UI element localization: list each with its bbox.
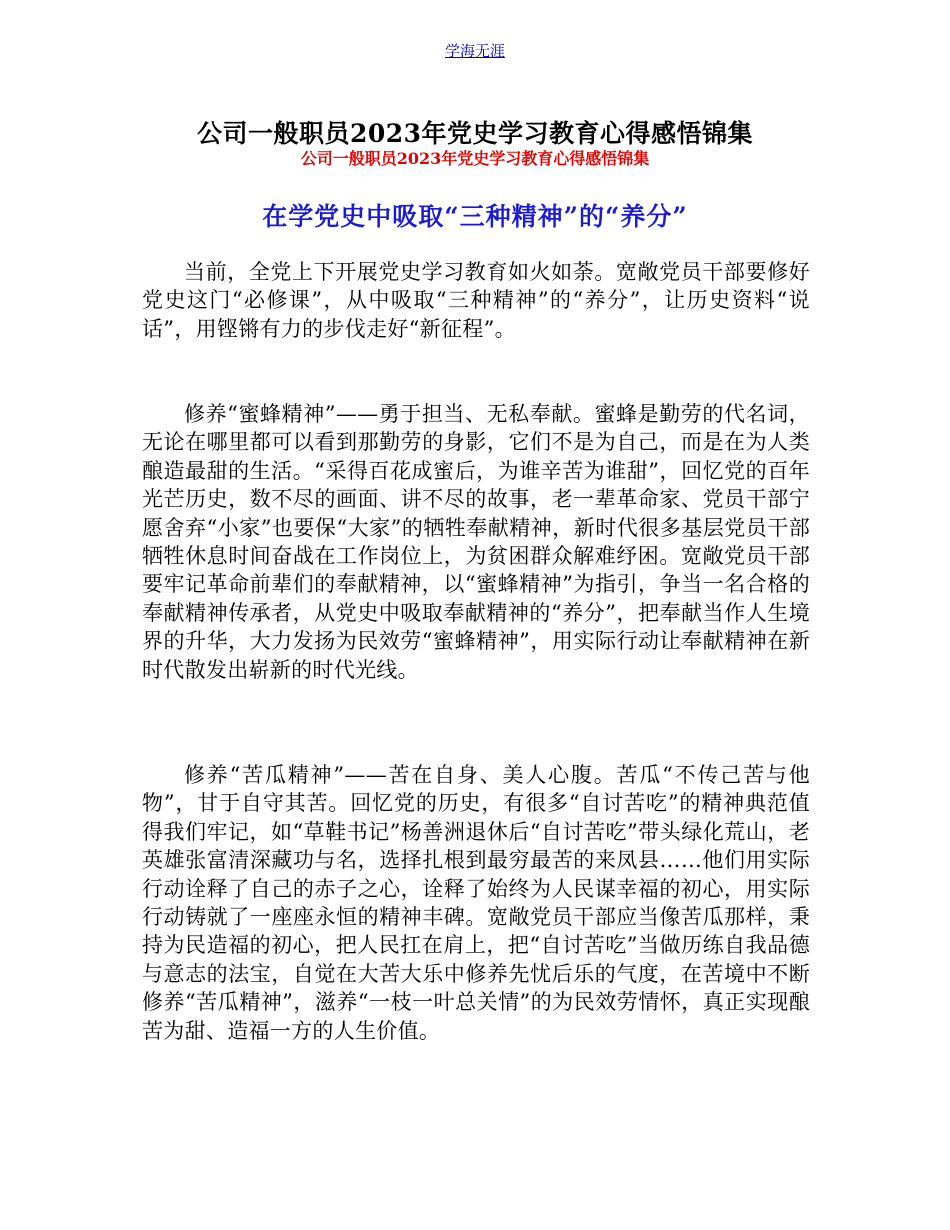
header-link[interactable]: 学海无涯 xyxy=(444,42,505,60)
section-title: 在学党史中吸取“三种精神”的“养分” xyxy=(262,202,688,231)
document-subtitle: 公司一般职员2023年党史学习教育心得感悟锦集 xyxy=(300,149,650,168)
paragraph-intro: 当前，全党上下开展党史学习教育如火如荼。宽敞党员干部要修好党史这门“必修课”，从中吸取“三种精神”的“养分”，让历史资料“说话”，用铿锵有力的步伐走好“新征程”。 xyxy=(142,260,810,341)
document-title: 公司一般职员2023年党史学习教育心得感悟锦集 xyxy=(196,119,754,148)
paragraph-bitter-melon-spirit: 修养“苦瓜精神”——苦在自身、美人心腹。苦瓜“不传己苦与他物”，甘于自守其苦。回忆党的历史，有很多“自讨苦吃”的精神典范值得我们牢记，如“草鞋书记”杨善洲退休后“自讨苦吃”带头绿化荒山，老英雄张富清深藏功与名，选择扎根到最穷最苦的来凤县……他们用实际行动诠释了自己的赤子之心，诠释了始终为人民谋幸福的初心，用实际行动铸就了一座座永恒的精神丰碑。宽敞党员干部应当像苦瓜那样，秉持为民造福的初心，把人民扛在肩上，把“自讨苦吃”当做历练自我品德与意志的法宝，自觉在大苦大乐中修养先忧后乐的气度，在苦境中不断修养“苦瓜精神”，滋养“一枝一叶总关情”的为民效劳情怀，真正实现酿苦为甜、造福一方的人生价值。 xyxy=(142,763,810,1043)
paragraph-bee-spirit: 修养“蜜蜂精神”——勇于担当、无私奉献。蜜蜂是勤劳的代名词，无论在哪里都可以看到那勤劳的身影，它们不是为自己，而是在为人类酿造最甜的生活。“采得百花成蜜后，为谁辛苦为谁甜”，回忆党的百年光芒历史，数不尽的画面、讲不尽的故事，老一辈革命家、党员干部宁愿舍弃“小家”也要保“大家”的牺牲奉献精神，新时代很多基层党员干部牺牲休息时间奋战在工作岗位上，为贫困群众解难纾困。宽敞党员干部要牢记革命前辈们的奉献精神，以“蜜蜂精神”为指引，争当一名合格的奉献精神传承者，从党史中吸取奉献精神的“养分”，把奉献当作人生境界的升华，大力发扬为民效劳“蜜蜂精神”，用实际行动让奉献精神在新时代散发出崭新的时代光线。 xyxy=(142,402,810,682)
